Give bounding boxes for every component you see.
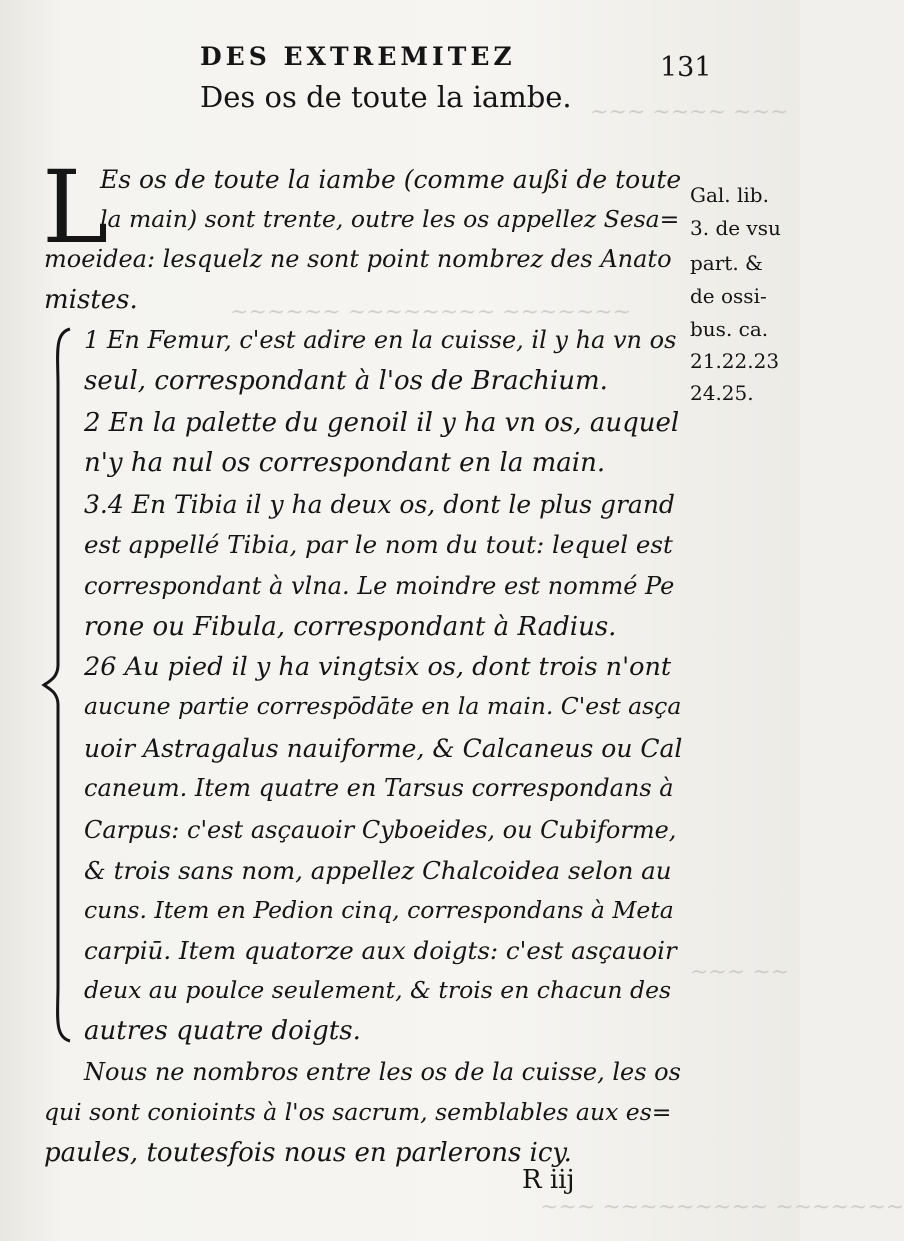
section-title: Des os de toute la iambe. (200, 80, 572, 114)
text-line: seul, correspondant à l'os de Brachium. (84, 366, 608, 396)
text-line: 1 En Femur, c'est adire en la cuisse, il y ha vn os (84, 326, 677, 354)
margin-note-line: 3. de vsu (690, 216, 781, 240)
show-through-4: ~~~ ~~~~~~~~~ ~~~~~~~ (540, 1195, 904, 1220)
text-line: rone ou Fibula, correspondant à Radius. (84, 612, 617, 642)
text-line: Carpus: c'est asçauoir Cyboeides, ou Cubiforme, (84, 816, 677, 844)
show-through-2: ~~~~~~ ~~~~~~~~ ~~~~~~~ (230, 300, 632, 325)
text-line: paules, toutesfois nous en parlerons icy. (44, 1138, 572, 1168)
text-line: moeidea: lesquelz ne sont point nombrez des Anato (44, 245, 672, 273)
text-line: Es os de toute la iambe (comme außi de toute (100, 165, 682, 194)
margin-note-line: 21.22.23 (690, 349, 780, 373)
text-line: 3.4 En Tibia il y ha deux os, dont le plus grand (84, 490, 675, 519)
text-line: n'y ha nul os correspondant en la main. (84, 448, 606, 478)
text-line: correspondant à vlna. Le moindre est nommé Pe (84, 572, 675, 600)
margin-note-line: bus. ca. (690, 317, 769, 341)
show-through-1: ~~~ ~~~~ ~~~ (590, 100, 789, 125)
text-line: uoir Astragalus nauiforme, & Calcaneus ou Cal (84, 734, 683, 763)
margin-note-line: de ossi- (690, 284, 767, 308)
show-through-3: ~~~ ~~ (690, 960, 790, 985)
text-line: 2 En la palette du genoil il y ha vn os, auquel (84, 408, 680, 438)
text-line: cuns. Item en Pedion cinq, correspondans à Meta (84, 896, 674, 924)
drop-capital: L (42, 149, 109, 266)
signature-mark: R iij (522, 1165, 575, 1195)
page-number: 131 (660, 52, 712, 83)
text-line: & trois sans nom, appellez Chalcoidea selon au (84, 856, 672, 885)
text-line: autres quatre doigts. (84, 1016, 361, 1046)
running-title: DES EXTREMITEZ (200, 42, 516, 71)
margin-note-line: 24.25. (690, 381, 754, 405)
text-line: mistes. (44, 285, 138, 315)
text-line: caneum. Item quatre en Tarsus correspondans à (84, 774, 674, 802)
text-line: est appellé Tibia, par le nom du tout: lequel est (84, 530, 673, 559)
margin-note-line: Gal. lib. (690, 183, 769, 207)
text-line: aucune partie correspōdāte en la main. C'est asça (84, 692, 682, 720)
text-line: deux au poulce seulement, & trois en chacun des (84, 976, 672, 1004)
curly-brace (40, 325, 74, 1045)
text-line: Nous ne nombros entre les os de la cuisse, les os (84, 1058, 681, 1086)
text-line: la main) sont trente, outre les os appellez Sesa= (100, 205, 680, 233)
text-line: 26 Au pied il y ha vingtsix os, dont trois n'ont (84, 652, 672, 682)
margin-note-line: part. & (690, 251, 763, 275)
text-line: qui sont conioints à l'os sacrum, semblables aux es= (44, 1098, 672, 1126)
text-line: carpiū. Item quatorze aux doigts: c'est asçauoir (84, 936, 677, 965)
